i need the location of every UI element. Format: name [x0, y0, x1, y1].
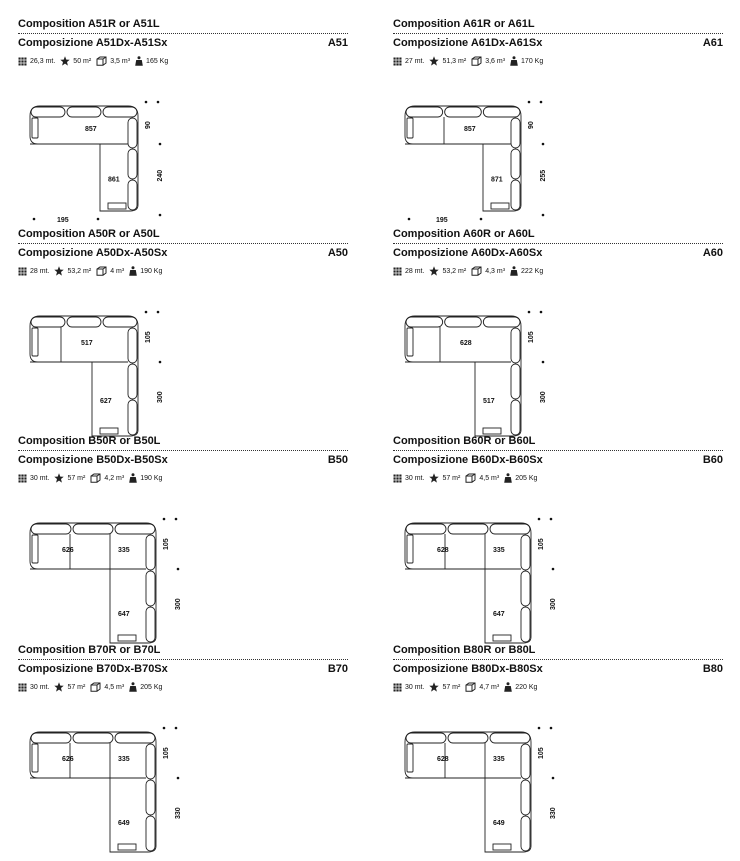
- armrest: [32, 328, 38, 356]
- chaise-end: [491, 203, 509, 209]
- volume-value: 4,7 m³: [479, 683, 500, 691]
- dimension-dot: [163, 727, 166, 730]
- volume-spec: [96, 56, 130, 66]
- dimension-dot: [542, 143, 545, 146]
- area-value: 57 m²: [67, 683, 86, 691]
- chaise-end: [483, 428, 501, 434]
- module-label: 627: [100, 398, 112, 405]
- area-value: 57 m²: [442, 683, 461, 691]
- area-star-icon: [54, 266, 64, 276]
- title-divider: [18, 450, 348, 451]
- back-cushion: [128, 364, 137, 399]
- back-cushion: [521, 607, 530, 642]
- dimension-dot: [528, 311, 531, 314]
- chaise-end: [100, 428, 118, 434]
- dimension-dot: [163, 518, 166, 521]
- module-label: 335: [493, 756, 505, 763]
- composition-title-it: Composizione A50Dx-A50Sx: [18, 247, 168, 259]
- dimension-dot: [540, 101, 543, 104]
- back-cushion: [406, 107, 443, 117]
- chaise-end: [118, 635, 136, 641]
- back-cushion: [31, 107, 65, 117]
- back-cushion: [31, 733, 71, 743]
- back-cushion: [521, 535, 530, 570]
- sofa-outline: [405, 732, 531, 852]
- back-cushion: [406, 317, 443, 327]
- composition-card: [393, 18, 723, 223]
- module-label: 647: [493, 611, 505, 618]
- area-value: 50 m²: [73, 57, 92, 65]
- dimension-dot: [159, 143, 162, 146]
- back-cushion: [146, 571, 155, 606]
- volume-spec: [90, 682, 124, 692]
- dimension-length: 300: [550, 598, 557, 610]
- spec-row: [393, 266, 548, 276]
- sofa-outline: [30, 106, 138, 211]
- volume-spec: [96, 266, 124, 276]
- back-cushion: [448, 733, 488, 743]
- fabric-spec: [18, 57, 55, 66]
- area-star-icon: [429, 682, 439, 692]
- back-cushion: [128, 328, 137, 363]
- sofa-diagram: [393, 694, 723, 854]
- fabric-icon: [18, 474, 27, 483]
- dimension-length: 330: [550, 807, 557, 819]
- sofa-outline: [30, 732, 156, 852]
- back-cushion: [128, 118, 137, 148]
- composition-title-en: Composition A50R or A50L: [18, 228, 160, 240]
- composition-title-en: Composition B60R or B60L: [393, 435, 536, 447]
- title-divider: [393, 243, 723, 244]
- spec-row: [18, 266, 167, 276]
- weight-icon: [504, 682, 512, 692]
- title-divider: [18, 659, 348, 660]
- spec-row: [393, 473, 542, 483]
- area-star-icon: [60, 56, 70, 66]
- spec-row: [18, 473, 167, 483]
- back-cushion: [103, 107, 137, 117]
- composition-title-it: Composizione A51Dx-A51Sx: [18, 37, 168, 49]
- spec-row: [393, 56, 548, 66]
- volume-spec: [90, 473, 124, 483]
- back-cushion: [483, 317, 520, 327]
- volume-box-icon: [90, 473, 101, 483]
- dimension-inner: 195: [436, 217, 448, 224]
- spec-row: [18, 682, 167, 692]
- area-spec: [429, 682, 460, 692]
- weight-value: 190 Kg: [140, 474, 163, 482]
- back-cushion: [511, 180, 520, 210]
- dimension-dot: [177, 568, 180, 571]
- area-spec: [60, 56, 91, 66]
- sofa-diagram: [18, 485, 348, 645]
- back-cushion: [146, 816, 155, 851]
- dimension-dot: [542, 214, 545, 217]
- dimension-dot: [408, 218, 411, 221]
- volume-value: 3,6 m³: [485, 57, 506, 65]
- composition-card: [18, 18, 348, 223]
- back-cushion: [406, 733, 446, 743]
- dimension-dot: [552, 568, 555, 571]
- composition-card: [18, 644, 348, 849]
- module-label: 335: [493, 547, 505, 554]
- area-value: 57 m²: [67, 474, 86, 482]
- back-cushion: [448, 524, 488, 534]
- back-cushion: [490, 524, 530, 534]
- weight-icon: [129, 473, 137, 483]
- back-cushion: [31, 524, 71, 534]
- dimension-depth: 105: [538, 538, 545, 550]
- dimension-dot: [175, 518, 178, 521]
- dimension-length: 240: [157, 169, 164, 182]
- module-label: 857: [464, 126, 476, 133]
- back-cushion: [511, 149, 520, 179]
- dimension-depth: 105: [528, 331, 535, 343]
- sofa-outline: [30, 316, 138, 436]
- composition-title-it: Composizione B60Dx-B60Sx: [393, 454, 543, 466]
- area-star-icon: [429, 473, 439, 483]
- module-label: 647: [118, 611, 130, 618]
- fabric-spec: [393, 267, 424, 276]
- weight-spec: [510, 266, 543, 276]
- composition-code: A50: [327, 247, 348, 259]
- module-label: 871: [491, 176, 503, 184]
- back-cushion: [115, 524, 155, 534]
- sofa-outline: [405, 316, 521, 436]
- back-cushion: [406, 524, 446, 534]
- composition-title-en: Composition A61R or A61L: [393, 18, 535, 30]
- volume-box-icon: [96, 266, 107, 276]
- composition-card: [18, 435, 348, 640]
- area-spec: [54, 473, 85, 483]
- volume-spec: [465, 473, 499, 483]
- back-cushion: [511, 118, 520, 148]
- composition-code: B50: [327, 454, 348, 466]
- fabric-value: 26,3 mt.: [30, 57, 56, 65]
- fabric-value: 30 mt.: [405, 474, 425, 482]
- composition-code: A51: [327, 37, 348, 49]
- back-cushion: [521, 571, 530, 606]
- module-label: 861: [108, 176, 120, 184]
- fabric-spec: [393, 683, 424, 692]
- area-value: 51,3 m²: [442, 57, 467, 65]
- volume-box-icon: [471, 266, 482, 276]
- dimension-dot: [157, 311, 160, 314]
- volume-value: 3,5 m³: [110, 57, 131, 65]
- fabric-icon: [18, 267, 27, 276]
- back-cushion: [521, 744, 530, 779]
- fabric-spec: [18, 267, 49, 276]
- back-cushion: [128, 180, 137, 210]
- dimension-depth: 90: [145, 121, 152, 129]
- spec-row: [18, 56, 173, 66]
- fabric-spec: [18, 683, 49, 692]
- armrest: [407, 118, 413, 138]
- back-cushion: [511, 364, 520, 399]
- armrest: [32, 744, 38, 772]
- title-divider: [393, 659, 723, 660]
- weight-spec: [504, 682, 537, 692]
- weight-icon: [129, 266, 137, 276]
- module-label: 335: [118, 547, 130, 554]
- weight-spec: [504, 473, 537, 483]
- area-star-icon: [54, 473, 64, 483]
- weight-value: 165 Kg: [146, 57, 169, 65]
- back-cushion: [146, 607, 155, 642]
- dimension-depth: 105: [145, 331, 152, 343]
- back-cushion: [445, 107, 482, 117]
- weight-icon: [135, 56, 143, 66]
- armrest: [407, 328, 413, 356]
- dimension-dot: [145, 101, 148, 104]
- armrest: [407, 744, 413, 772]
- composition-title-en: Composition A51R or A51L: [18, 18, 160, 30]
- dimension-dot: [97, 218, 100, 221]
- weight-value: 190 Kg: [140, 267, 163, 275]
- spec-row: [393, 682, 542, 692]
- dimension-dot: [175, 727, 178, 730]
- composition-title-en: Composition B50R or B50L: [18, 435, 161, 447]
- weight-value: 170 Kg: [521, 57, 544, 65]
- dimension-dot: [177, 777, 180, 780]
- dimension-dot: [538, 518, 541, 521]
- dimension-dot: [157, 101, 160, 104]
- weight-spec: [129, 473, 162, 483]
- area-spec: [54, 682, 85, 692]
- area-spec: [429, 56, 466, 66]
- fabric-icon: [393, 474, 402, 483]
- volume-box-icon: [96, 56, 107, 66]
- title-divider: [18, 243, 348, 244]
- armrest: [32, 118, 38, 138]
- armrest: [407, 535, 413, 563]
- dimension-depth: 105: [163, 538, 170, 550]
- dimension-dot: [552, 777, 555, 780]
- dimension-depth: 105: [163, 747, 170, 759]
- volume-value: 4,5 m³: [479, 474, 500, 482]
- volume-box-icon: [471, 56, 482, 66]
- chaise-end: [493, 844, 511, 850]
- back-cushion: [115, 733, 155, 743]
- volume-box-icon: [90, 682, 101, 692]
- fabric-spec: [393, 57, 424, 66]
- sofa-diagram: [393, 278, 723, 438]
- area-star-icon: [429, 56, 439, 66]
- chaise-end: [108, 203, 126, 209]
- area-star-icon: [54, 682, 64, 692]
- dimension-dot: [145, 311, 148, 314]
- composition-code: B60: [702, 454, 723, 466]
- sofa-diagram: [18, 694, 348, 854]
- module-label: 517: [81, 340, 93, 347]
- back-cushion: [67, 317, 101, 327]
- composition-code: A61: [702, 37, 723, 49]
- volume-box-icon: [465, 682, 476, 692]
- weight-spec: [129, 682, 162, 692]
- fabric-value: 28 mt.: [30, 267, 50, 275]
- back-cushion: [511, 400, 520, 435]
- back-cushion: [73, 733, 113, 743]
- back-cushion: [490, 733, 530, 743]
- sofa-diagram: [393, 68, 723, 228]
- dimension-dot: [159, 214, 162, 217]
- back-cushion: [146, 535, 155, 570]
- fabric-value: 30 mt.: [405, 683, 425, 691]
- module-label: 335: [118, 756, 130, 763]
- sofa-diagram: [18, 278, 348, 438]
- volume-spec: [471, 266, 505, 276]
- title-divider: [393, 450, 723, 451]
- back-cushion: [67, 107, 101, 117]
- fabric-icon: [393, 267, 402, 276]
- composition-code: A60: [702, 247, 723, 259]
- composition-card: [393, 435, 723, 640]
- weight-spec: [129, 266, 162, 276]
- chaise-end: [118, 844, 136, 850]
- weight-spec: [135, 56, 168, 66]
- title-divider: [393, 33, 723, 34]
- weight-value: 222 Kg: [521, 267, 544, 275]
- back-cushion: [128, 149, 137, 179]
- composition-title-en: Composition B70R or B70L: [18, 644, 161, 656]
- composition-title-it: Composizione B70Dx-B70Sx: [18, 663, 168, 675]
- chaise-end: [493, 635, 511, 641]
- volume-value: 4,5 m³: [104, 683, 125, 691]
- back-cushion: [521, 780, 530, 815]
- sofa-outline: [405, 106, 521, 211]
- dimension-dot: [528, 101, 531, 104]
- back-cushion: [31, 317, 65, 327]
- weight-value: 205 Kg: [140, 683, 163, 691]
- fabric-spec: [18, 474, 49, 483]
- area-value: 53,2 m²: [67, 267, 92, 275]
- module-label: 626: [62, 547, 74, 554]
- dimension-dot: [550, 518, 553, 521]
- area-value: 57 m²: [442, 474, 461, 482]
- back-cushion: [521, 816, 530, 851]
- fabric-value: 27 mt.: [405, 57, 425, 65]
- module-label: 857: [85, 126, 97, 133]
- area-value: 53,2 m²: [442, 267, 467, 275]
- weight-icon: [129, 682, 137, 692]
- dimension-dot: [540, 311, 543, 314]
- composition-title-en: Composition A60R or A60L: [393, 228, 535, 240]
- module-label: 628: [437, 547, 449, 554]
- module-label: 628: [460, 340, 472, 347]
- sofa-diagram: [18, 68, 348, 228]
- module-label: 628: [437, 756, 449, 763]
- volume-value: 4 m³: [110, 267, 125, 275]
- module-label: 649: [118, 820, 130, 827]
- composition-title-it: Composizione A60Dx-A60Sx: [393, 247, 543, 259]
- composition-title-it: Composizione B80Dx-B80Sx: [393, 663, 543, 675]
- volume-spec: [471, 56, 505, 66]
- dimension-depth: 105: [538, 747, 545, 759]
- back-cushion: [445, 317, 482, 327]
- fabric-icon: [393, 683, 402, 692]
- dimension-depth: 90: [528, 121, 535, 129]
- weight-icon: [510, 56, 518, 66]
- composition-card: [393, 228, 723, 433]
- weight-icon: [504, 473, 512, 483]
- composition-card: [393, 644, 723, 849]
- sofa-outline: [405, 523, 531, 643]
- back-cushion: [146, 744, 155, 779]
- area-spec: [429, 473, 460, 483]
- dimension-length: 300: [540, 391, 547, 403]
- back-cushion: [73, 524, 113, 534]
- fabric-value: 30 mt.: [30, 683, 50, 691]
- dimension-dot: [159, 361, 162, 364]
- dimension-length: 255: [540, 169, 547, 182]
- dimension-dot: [33, 218, 36, 221]
- volume-spec: [465, 682, 499, 692]
- dimension-inner: 195: [57, 217, 69, 224]
- area-star-icon: [429, 266, 439, 276]
- fabric-value: 28 mt.: [405, 267, 425, 275]
- volume-box-icon: [465, 473, 476, 483]
- dimension-dot: [542, 361, 545, 364]
- module-label: 649: [493, 820, 505, 827]
- fabric-icon: [18, 683, 27, 692]
- composition-title-en: Composition B80R or B80L: [393, 644, 536, 656]
- title-divider: [18, 33, 348, 34]
- area-spec: [54, 266, 91, 276]
- dimension-dot: [538, 727, 541, 730]
- weight-icon: [510, 266, 518, 276]
- module-label: 517: [483, 398, 495, 405]
- fabric-value: 30 mt.: [30, 474, 50, 482]
- composition-code: B80: [702, 663, 723, 675]
- dimension-length: 300: [157, 391, 164, 403]
- back-cushion: [146, 780, 155, 815]
- composition-title-it: Composizione B50Dx-B50Sx: [18, 454, 168, 466]
- back-cushion: [128, 400, 137, 435]
- sofa-outline: [30, 523, 156, 643]
- weight-value: 220 Kg: [515, 683, 538, 691]
- fabric-spec: [393, 474, 424, 483]
- composition-title-it: Composizione A61Dx-A61Sx: [393, 37, 543, 49]
- dimension-dot: [550, 727, 553, 730]
- fabric-icon: [18, 57, 27, 66]
- composition-code: B70: [327, 663, 348, 675]
- sofa-diagram: [393, 485, 723, 645]
- volume-value: 4,3 m³: [485, 267, 506, 275]
- volume-value: 4,2 m³: [104, 474, 125, 482]
- module-label: 626: [62, 756, 74, 763]
- weight-spec: [510, 56, 543, 66]
- dimension-length: 300: [175, 598, 182, 610]
- dimension-dot: [480, 218, 483, 221]
- composition-card: [18, 228, 348, 433]
- back-cushion: [483, 107, 520, 117]
- armrest: [32, 535, 38, 563]
- weight-value: 205 Kg: [515, 474, 538, 482]
- fabric-icon: [393, 57, 402, 66]
- back-cushion: [511, 328, 520, 363]
- area-spec: [429, 266, 466, 276]
- dimension-length: 330: [175, 807, 182, 819]
- back-cushion: [103, 317, 137, 327]
